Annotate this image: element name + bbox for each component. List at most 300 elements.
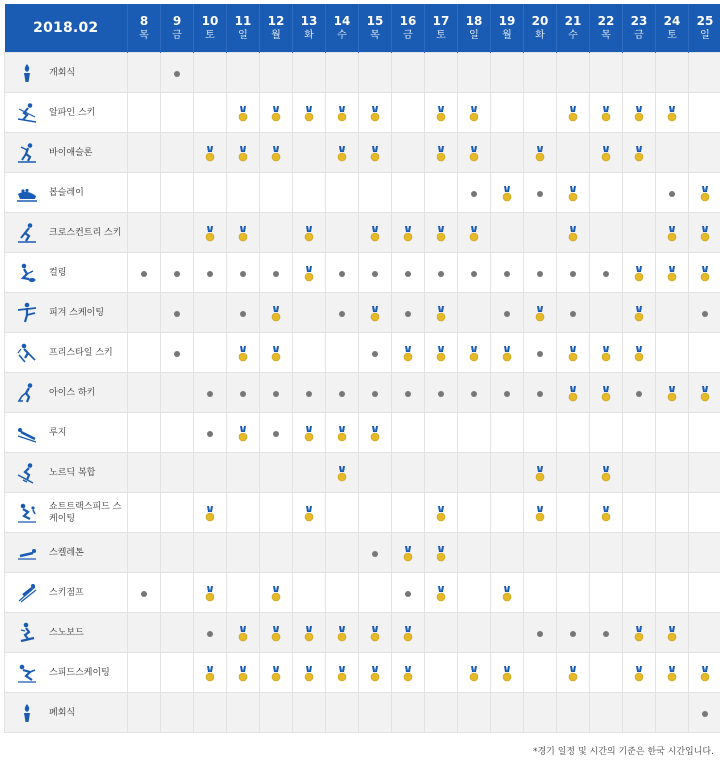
footnote: *경기 일정 및 시간의 기준은 한국 시간입니다. (532, 747, 714, 757)
schedule-cell (557, 693, 590, 733)
schedule-cell (524, 253, 557, 293)
medal-icon (304, 506, 314, 522)
schedule-cell (326, 53, 359, 93)
event-dot (603, 271, 609, 277)
schedule-cell (260, 333, 293, 373)
medal-icon (568, 186, 578, 202)
schedule-cell (293, 213, 326, 253)
sport-row (5, 453, 720, 493)
schedule-cell (161, 253, 194, 293)
schedule-cell (425, 533, 458, 573)
schedule-cell (590, 533, 623, 573)
schedule-cell (293, 93, 326, 133)
medal-icon (436, 346, 446, 362)
schedule-cell (557, 493, 590, 533)
schedule-cell (227, 133, 260, 173)
schedule-cell (194, 533, 227, 573)
sport-name: 폐회식 (49, 707, 76, 718)
sport-row (5, 693, 720, 733)
schedule-cell (689, 453, 720, 493)
schedule-cell (161, 453, 194, 493)
medal-icon (667, 666, 677, 682)
schedule-cell (524, 573, 557, 613)
medal-icon (667, 626, 677, 642)
schedule-cell (194, 373, 227, 413)
schedule-cell (194, 453, 227, 493)
schedule-cell (623, 53, 656, 93)
sport-name: 크로스컨트리 스키 (49, 227, 122, 238)
schedule-cell (293, 653, 326, 693)
schedule-cell (359, 533, 392, 573)
schedule-cell (557, 613, 590, 653)
schedule-cell (458, 213, 491, 253)
day-header (359, 4, 392, 53)
day-header (161, 4, 194, 53)
schedule-cell (128, 413, 161, 453)
sport-cell (5, 133, 128, 173)
event-dot (339, 311, 345, 317)
schedule-cell (260, 613, 293, 653)
weekday-label: 수 (337, 30, 347, 41)
day-number: 14 (333, 14, 351, 28)
schedule-cell (128, 693, 161, 733)
schedule-cell (326, 573, 359, 613)
schedule-cell (590, 93, 623, 133)
schedule-table (4, 4, 720, 733)
schedule-cell (623, 253, 656, 293)
schedule-cell (326, 453, 359, 493)
schedule-cell (392, 653, 425, 693)
ice-hockey-icon (15, 381, 39, 405)
schedule-cell (128, 93, 161, 133)
sport-name: 컬링 (49, 267, 67, 278)
schedule-cell (557, 333, 590, 373)
short-track-icon (15, 501, 39, 525)
schedule-cell (656, 93, 689, 133)
schedule-cell (689, 333, 720, 373)
schedule-cell (128, 653, 161, 693)
schedule-cell (161, 293, 194, 333)
event-dot (603, 631, 609, 637)
weekday-label: 일 (238, 30, 248, 41)
sport-name: 아이스 하키 (49, 387, 96, 398)
schedule-cell (161, 173, 194, 213)
medal-icon (601, 346, 611, 362)
schedule-cell (524, 493, 557, 533)
event-dot (570, 631, 576, 637)
schedule-cell (260, 533, 293, 573)
schedule-cell (458, 493, 491, 533)
day-number: 21 (564, 14, 582, 28)
medal-icon (601, 506, 611, 522)
weekday-label: 토 (436, 30, 446, 41)
medal-icon (667, 266, 677, 282)
schedule-cell (227, 293, 260, 333)
nordic-combined-icon (15, 461, 39, 485)
event-dot (141, 591, 147, 597)
schedule-cell (194, 93, 227, 133)
schedule-cell (326, 93, 359, 133)
day-header (689, 4, 720, 53)
schedule-cell (458, 293, 491, 333)
schedule-cell (623, 293, 656, 333)
schedule-cell (491, 493, 524, 533)
schedule-cell (359, 493, 392, 533)
medal-icon (337, 106, 347, 122)
schedule-cell (260, 693, 293, 733)
sport-row (5, 53, 720, 93)
weekday-label: 토 (205, 30, 215, 41)
schedule-cell (689, 133, 720, 173)
day-number: 17 (432, 14, 450, 28)
medal-icon (271, 346, 281, 362)
event-dot (471, 191, 477, 197)
medal-icon (271, 666, 281, 682)
medal-icon (535, 146, 545, 162)
sport-cell (5, 693, 128, 733)
weekday-label: 월 (502, 30, 512, 41)
schedule-cell (590, 413, 623, 453)
medal-icon (700, 386, 710, 402)
sport-row (5, 373, 720, 413)
sport-name: 알파인 스키 (49, 107, 96, 118)
curling-icon (15, 261, 39, 285)
schedule-cell (689, 573, 720, 613)
schedule-cell (194, 653, 227, 693)
schedule-cell (689, 653, 720, 693)
schedule-cell (524, 373, 557, 413)
schedule-cell (557, 573, 590, 613)
alpine-ski-icon (15, 101, 39, 125)
medal-icon (370, 306, 380, 322)
schedule-cell (689, 253, 720, 293)
medal-icon (403, 226, 413, 242)
year-month-header: 2018.02 (5, 4, 128, 53)
medal-icon (205, 506, 215, 522)
schedule-cell (557, 533, 590, 573)
schedule-cell (326, 213, 359, 253)
medal-icon (370, 626, 380, 642)
schedule-cell (194, 213, 227, 253)
schedule-cell (359, 613, 392, 653)
sport-cell (5, 213, 128, 253)
medal-icon (370, 666, 380, 682)
schedule-cell (557, 253, 590, 293)
sport-cell (5, 613, 128, 653)
sport-row (5, 173, 720, 213)
schedule-cell (359, 573, 392, 613)
medal-icon (535, 306, 545, 322)
schedule-cell (557, 213, 590, 253)
schedule-cell (623, 93, 656, 133)
event-dot (405, 271, 411, 277)
schedule-cell (656, 493, 689, 533)
bobsleigh-icon (15, 181, 39, 205)
schedule-body (5, 53, 720, 733)
schedule-cell (227, 693, 260, 733)
schedule-cell (293, 293, 326, 333)
medal-icon (304, 266, 314, 282)
schedule-cell (392, 333, 425, 373)
schedule-cell (689, 93, 720, 133)
schedule-cell (293, 453, 326, 493)
day-header (557, 4, 590, 53)
schedule-cell (260, 253, 293, 293)
schedule-cell (359, 213, 392, 253)
schedule-cell (623, 653, 656, 693)
schedule-cell (689, 613, 720, 653)
schedule-cell (260, 93, 293, 133)
sport-cell (5, 453, 128, 493)
weekday-label: 목 (139, 30, 149, 41)
medal-icon (337, 426, 347, 442)
sport-row (5, 573, 720, 613)
torch-icon (15, 61, 39, 85)
schedule-cell (524, 613, 557, 653)
schedule-cell (326, 533, 359, 573)
schedule-cell (128, 373, 161, 413)
event-dot (471, 271, 477, 277)
schedule-cell (623, 413, 656, 453)
weekday-label: 목 (370, 30, 380, 41)
luge-icon (15, 421, 39, 445)
biathlon-icon (15, 141, 39, 165)
schedule-cell (425, 133, 458, 173)
event-dot (372, 551, 378, 557)
schedule-cell (491, 453, 524, 493)
schedule-cell (392, 573, 425, 613)
schedule-cell (227, 213, 260, 253)
sport-row (5, 333, 720, 373)
weekday-label: 토 (667, 30, 677, 41)
schedule-cell (425, 253, 458, 293)
schedule-cell (590, 293, 623, 333)
medal-icon (436, 546, 446, 562)
schedule-cell (392, 693, 425, 733)
schedule-cell (161, 93, 194, 133)
medal-icon (304, 626, 314, 642)
medal-icon (271, 586, 281, 602)
schedule-cell (326, 133, 359, 173)
schedule-cell (425, 293, 458, 333)
medal-icon (337, 466, 347, 482)
schedule-cell (161, 573, 194, 613)
schedule-cell (524, 53, 557, 93)
schedule-cell (128, 253, 161, 293)
medal-icon (436, 586, 446, 602)
schedule-cell (293, 53, 326, 93)
event-dot (537, 271, 543, 277)
day-header (491, 4, 524, 53)
event-dot (273, 431, 279, 437)
event-dot (207, 431, 213, 437)
schedule-cell (326, 413, 359, 453)
event-dot (174, 311, 180, 317)
schedule-cell (458, 533, 491, 573)
day-number: 8 (139, 14, 149, 28)
schedule-cell (458, 333, 491, 373)
medal-icon (502, 186, 512, 202)
medal-icon (469, 346, 479, 362)
schedule-cell (623, 573, 656, 613)
sport-cell (5, 533, 128, 573)
medal-icon (502, 666, 512, 682)
event-dot (372, 351, 378, 357)
schedule-cell (557, 373, 590, 413)
schedule-cell (194, 333, 227, 373)
schedule-cell (392, 253, 425, 293)
event-dot (240, 311, 246, 317)
schedule-cell (524, 173, 557, 213)
schedule-cell (656, 453, 689, 493)
schedule-cell (227, 493, 260, 533)
schedule-cell (359, 693, 392, 733)
day-number: 23 (630, 14, 648, 28)
event-dot (537, 351, 543, 357)
schedule-cell (590, 173, 623, 213)
medal-icon (634, 626, 644, 642)
schedule-cell (557, 173, 590, 213)
sport-cell (5, 93, 128, 133)
schedule-cell (392, 453, 425, 493)
schedule-cell (557, 293, 590, 333)
day-header (524, 4, 557, 53)
day-number: 9 (172, 14, 182, 28)
schedule-cell (359, 453, 392, 493)
schedule-cell (491, 53, 524, 93)
schedule-cell (392, 613, 425, 653)
medal-icon (337, 146, 347, 162)
schedule-cell (458, 53, 491, 93)
sport-name: 쇼트트랙스피드 스케이팅 (49, 501, 122, 524)
weekday-label: 수 (568, 30, 578, 41)
event-dot (174, 351, 180, 357)
medal-icon (271, 626, 281, 642)
sport-row (5, 213, 720, 253)
medal-icon (238, 106, 248, 122)
schedule-cell (524, 653, 557, 693)
schedule-cell (524, 213, 557, 253)
schedule-cell (359, 133, 392, 173)
skeleton-icon (15, 541, 39, 565)
schedule-cell (656, 333, 689, 373)
schedule-cell (260, 173, 293, 213)
medal-icon (469, 106, 479, 122)
weekday-label: 목 (601, 30, 611, 41)
schedule-cell (194, 293, 227, 333)
schedule-cell (425, 693, 458, 733)
schedule-cell (458, 133, 491, 173)
schedule-cell (194, 573, 227, 613)
schedule-cell (194, 613, 227, 653)
schedule-cell (656, 53, 689, 93)
schedule-cell (260, 133, 293, 173)
medal-icon (370, 226, 380, 242)
schedule-cell (557, 133, 590, 173)
day-number: 18 (465, 14, 483, 28)
event-dot (438, 271, 444, 277)
schedule-cell (392, 493, 425, 533)
medal-icon (568, 346, 578, 362)
schedule-cell (227, 53, 260, 93)
schedule-cell (194, 413, 227, 453)
schedule-cell (524, 453, 557, 493)
schedule-cell (524, 413, 557, 453)
schedule-cell (656, 613, 689, 653)
snowboard-icon (15, 621, 39, 645)
day-header (293, 4, 326, 53)
schedule-cell (128, 53, 161, 93)
schedule-cell (623, 453, 656, 493)
medal-icon (634, 106, 644, 122)
schedule-cell (161, 533, 194, 573)
schedule-cell (656, 173, 689, 213)
event-dot (702, 711, 708, 717)
schedule-cell (425, 213, 458, 253)
schedule-cell (491, 613, 524, 653)
event-dot (273, 391, 279, 397)
sport-name: 스노보드 (49, 627, 84, 638)
medal-icon (469, 226, 479, 242)
schedule-cell (227, 573, 260, 613)
event-dot (702, 311, 708, 317)
sport-cell (5, 293, 128, 333)
event-dot (537, 391, 543, 397)
event-dot (405, 311, 411, 317)
day-number: 25 (696, 14, 714, 28)
sport-name: 스켈레톤 (49, 547, 84, 558)
schedule-cell (590, 373, 623, 413)
schedule-cell (458, 613, 491, 653)
schedule-cell (128, 133, 161, 173)
sport-name: 스피드스케이팅 (49, 667, 110, 678)
schedule-cell (128, 613, 161, 653)
medal-icon (271, 146, 281, 162)
schedule-cell (260, 453, 293, 493)
schedule-cell (227, 333, 260, 373)
schedule-cell (194, 173, 227, 213)
schedule-cell (227, 613, 260, 653)
event-dot (405, 391, 411, 397)
schedule-cell (425, 413, 458, 453)
medal-icon (667, 386, 677, 402)
weekday-label: 화 (535, 30, 545, 41)
medal-icon (436, 146, 446, 162)
schedule-cell (359, 373, 392, 413)
schedule-cell (590, 493, 623, 533)
schedule-cell (689, 53, 720, 93)
schedule-cell (656, 213, 689, 253)
schedule-cell (293, 253, 326, 293)
event-dot (504, 311, 510, 317)
medal-icon (403, 626, 413, 642)
schedule-cell (260, 573, 293, 613)
schedule-cell (194, 133, 227, 173)
schedule-cell (359, 653, 392, 693)
schedule-cell (491, 293, 524, 333)
schedule-cell (326, 173, 359, 213)
schedule-cell (491, 533, 524, 573)
day-header (590, 4, 623, 53)
sport-name: 개회식 (49, 67, 76, 78)
schedule-cell (590, 573, 623, 613)
schedule-cell (491, 573, 524, 613)
schedule-cell (491, 653, 524, 693)
sport-name: 피겨 스케이팅 (49, 307, 105, 318)
schedule-cell (491, 413, 524, 453)
schedule-cell (227, 653, 260, 693)
schedule-cell (590, 613, 623, 653)
